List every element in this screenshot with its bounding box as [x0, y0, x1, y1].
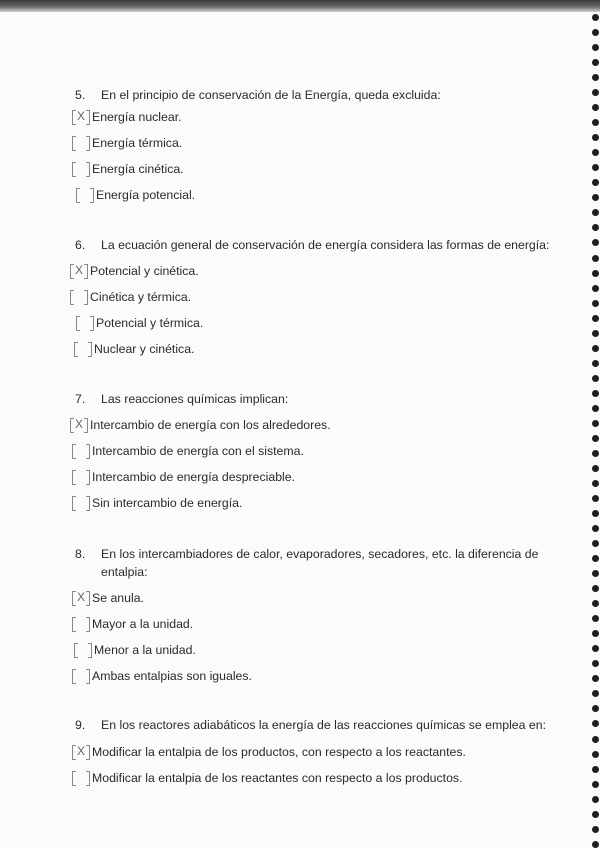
binding-hole — [592, 450, 599, 457]
checkbox-mark: X — [76, 744, 85, 758]
binding-hole — [592, 540, 599, 547]
checkbox[interactable] — [72, 496, 90, 510]
checkbox-mark: X — [76, 109, 85, 123]
option-label: Cinética y térmica. — [90, 290, 192, 304]
checkbox[interactable] — [72, 136, 90, 150]
option-label: Energía térmica. — [92, 136, 183, 150]
option[interactable] — [74, 342, 194, 356]
option-label: Sin intercambio de energía. — [92, 496, 243, 510]
checkbox-mark: X — [74, 263, 83, 277]
question-number: 9. — [75, 718, 86, 732]
question-number: 6. — [75, 238, 86, 252]
checkbox[interactable] — [76, 316, 94, 330]
binding-hole — [592, 209, 599, 216]
binding-hole — [592, 59, 599, 66]
binding-hole — [592, 44, 599, 51]
option-label: Energía potencial. — [96, 188, 196, 202]
binding-hole — [592, 14, 599, 21]
binding-hole — [592, 811, 599, 818]
binding-hole — [592, 300, 599, 307]
option-label: Intercambio de energía despreciable. — [92, 470, 296, 484]
option[interactable] — [72, 591, 144, 605]
binding-hole — [592, 720, 599, 727]
question-stem — [75, 545, 555, 581]
checkbox-mark: X — [76, 590, 85, 604]
option[interactable] — [72, 496, 242, 510]
binding-hole — [592, 405, 599, 412]
question-stem — [75, 88, 441, 102]
option-label: Ambas entalpias son iguales. — [92, 669, 252, 683]
binding-hole — [592, 600, 599, 607]
binding-hole — [592, 179, 599, 186]
option[interactable] — [70, 264, 199, 278]
checkbox[interactable] — [72, 771, 90, 785]
binding-hole — [592, 164, 599, 171]
binding-hole — [592, 360, 599, 367]
binding-hole — [592, 149, 599, 156]
binding-hole — [592, 615, 599, 622]
binding-hole — [592, 420, 599, 427]
question-text: En el principio de conservación de la Energía, queda excluida: — [101, 88, 441, 102]
spiral-binding — [588, 14, 600, 848]
binding-hole — [592, 345, 599, 352]
binding-hole — [592, 781, 599, 788]
checkbox[interactable] — [74, 643, 92, 657]
scan-top-edge — [0, 0, 600, 12]
checkbox[interactable] — [72, 669, 90, 683]
checkbox[interactable] — [74, 342, 92, 356]
question-number: 7. — [75, 392, 86, 406]
binding-hole — [592, 390, 599, 397]
option[interactable] — [72, 162, 184, 176]
binding-hole — [592, 315, 599, 322]
option-label: Potencial y térmica. — [96, 316, 204, 330]
binding-hole — [592, 510, 599, 517]
binding-hole — [592, 841, 599, 848]
question-number: 8. — [75, 547, 86, 561]
binding-hole — [592, 255, 599, 262]
binding-hole — [592, 119, 599, 126]
binding-hole — [592, 224, 599, 231]
checkbox[interactable] — [72, 745, 90, 759]
option[interactable] — [72, 771, 462, 785]
checkbox[interactable] — [72, 444, 90, 458]
binding-hole — [592, 285, 599, 292]
checkbox[interactable] — [70, 264, 88, 278]
binding-hole — [592, 239, 599, 246]
binding-hole — [592, 89, 599, 96]
question-stem — [75, 718, 546, 732]
question-number: 5. — [75, 88, 86, 102]
checkbox[interactable] — [72, 470, 90, 484]
binding-hole — [592, 525, 599, 532]
checkbox[interactable] — [72, 617, 90, 631]
option-label: Modificar la entalpia de los productos, con respecto a los reactantes. — [92, 745, 466, 759]
option[interactable] — [72, 617, 193, 631]
question-text: En los reactores adiabáticos la energía de las reacciones químicas se emplea en: — [101, 718, 546, 732]
binding-hole — [592, 675, 599, 682]
question-stem — [75, 238, 549, 252]
binding-hole — [592, 495, 599, 502]
binding-hole — [592, 555, 599, 562]
option[interactable] — [70, 290, 191, 304]
binding-hole — [592, 270, 599, 277]
checkbox[interactable] — [70, 290, 88, 304]
checkbox[interactable] — [72, 162, 90, 176]
option[interactable] — [72, 470, 295, 484]
question-text: Las reacciones químicas implican: — [101, 392, 289, 406]
binding-hole — [592, 660, 599, 667]
binding-hole — [592, 705, 599, 712]
binding-hole — [592, 826, 599, 833]
binding-hole — [592, 74, 599, 81]
binding-hole — [592, 645, 599, 652]
option[interactable] — [72, 444, 304, 458]
option[interactable] — [76, 316, 203, 330]
option-label: Mayor a la unidad. — [92, 617, 194, 631]
binding-hole — [592, 465, 599, 472]
binding-hole — [592, 330, 599, 337]
option[interactable] — [72, 136, 182, 150]
binding-hole — [592, 375, 599, 382]
binding-hole — [592, 766, 599, 773]
binding-hole — [592, 585, 599, 592]
option[interactable] — [72, 110, 182, 124]
question-stem — [75, 392, 288, 406]
binding-hole — [592, 690, 599, 697]
checkbox[interactable] — [70, 418, 88, 432]
option[interactable] — [74, 643, 196, 657]
binding-hole — [592, 570, 599, 577]
checkbox-mark: X — [74, 417, 83, 431]
checkbox[interactable] — [72, 110, 90, 124]
option-label: Intercambio de energía con los alrededores. — [90, 418, 331, 432]
binding-hole — [592, 480, 599, 487]
binding-hole — [592, 796, 599, 803]
checkbox[interactable] — [72, 591, 90, 605]
option-label: Energía nuclear. — [92, 110, 182, 124]
option-label: Energía cinética. — [92, 162, 184, 176]
binding-hole — [592, 435, 599, 442]
checkbox[interactable] — [76, 188, 94, 202]
option[interactable] — [70, 418, 331, 432]
option-label: Potencial y cinética. — [90, 264, 199, 278]
question-text: La ecuación general de conservación de energía considera las formas de energía: — [101, 238, 550, 252]
option-label: Modificar la entalpia de los reactantes con respecto a los productos. — [92, 771, 463, 785]
binding-hole — [592, 104, 599, 111]
option[interactable] — [72, 669, 252, 683]
binding-hole — [592, 736, 599, 743]
binding-hole — [592, 751, 599, 758]
option-label: Intercambio de energía con el sistema. — [92, 444, 304, 458]
binding-hole — [592, 194, 599, 201]
question-text: En los intercambiadores de calor, evaporadores, secadores, etc. la diferencia de entalpia: — [101, 547, 539, 579]
binding-hole — [592, 630, 599, 637]
option-label: Se anula. — [92, 591, 144, 605]
option[interactable] — [72, 745, 466, 759]
binding-hole — [592, 134, 599, 141]
option-label: Nuclear y cinética. — [94, 342, 195, 356]
option-label: Menor a la unidad. — [94, 643, 196, 657]
binding-hole — [592, 29, 599, 36]
option[interactable] — [76, 188, 195, 202]
